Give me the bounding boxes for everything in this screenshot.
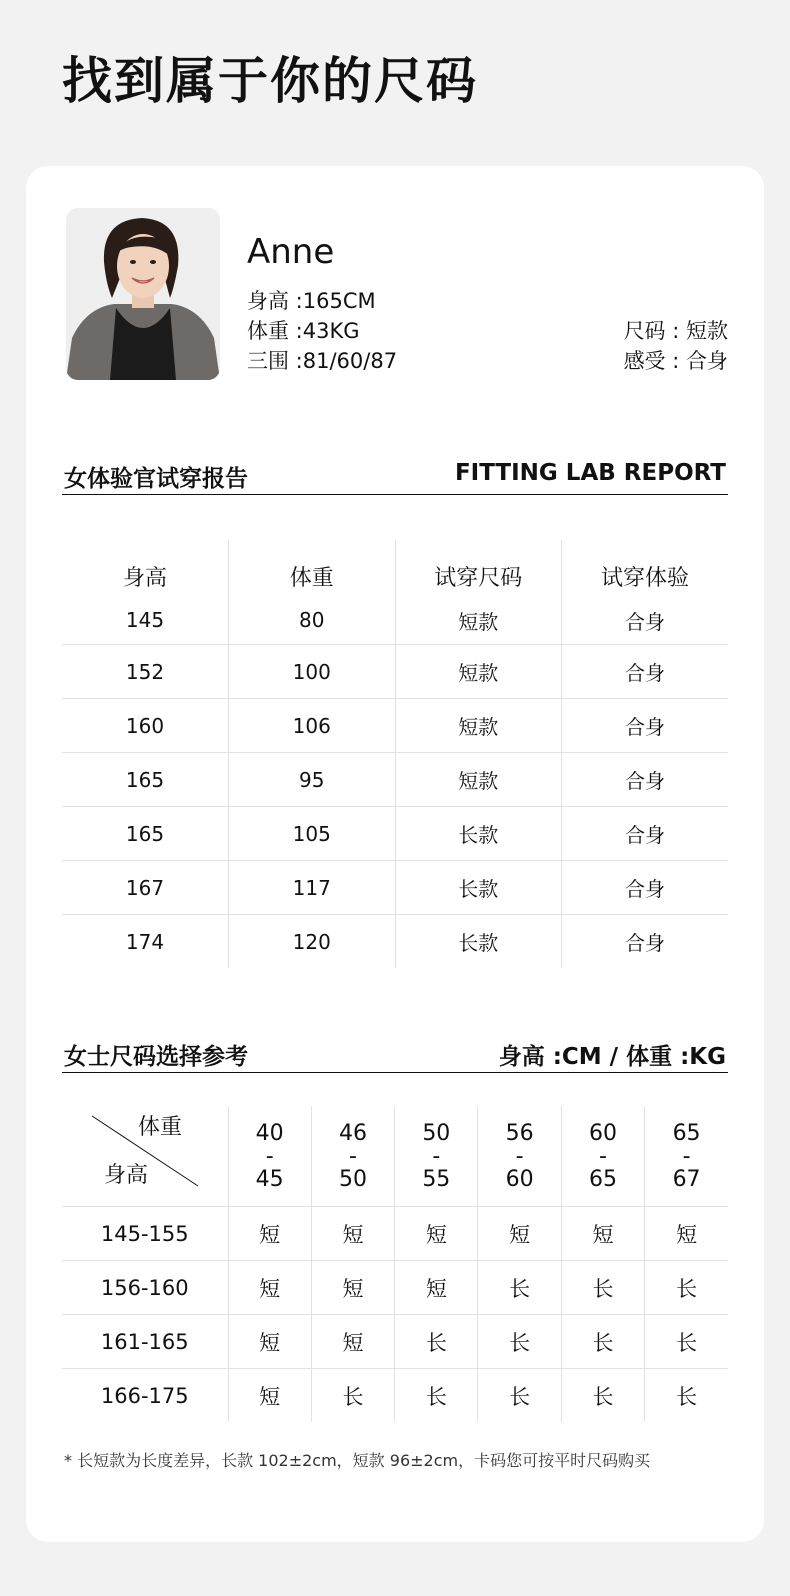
cell: 短 [395,1261,478,1315]
cell: 长 [645,1369,728,1423]
cell: 100 [229,645,396,699]
cell: 短 [478,1207,561,1261]
cell: 105 [229,807,396,861]
cell: 152 [62,645,229,699]
weight-range: 65 - 67 [645,1106,728,1207]
cell: 160 [62,699,229,753]
size-card [26,166,764,1542]
cell: 短款 [395,753,562,807]
cell: 合身 [562,807,729,861]
cell: 长款 [395,861,562,915]
col-weight: 体重 [229,540,396,596]
cell: 短 [561,1207,644,1261]
cell: 短 [645,1207,728,1261]
cell: 长 [561,1261,644,1315]
cell: 合身 [562,596,729,645]
model-stats [247,286,397,376]
cell: 长款 [395,915,562,969]
cell: 长 [478,1369,561,1423]
weight-range: 50 - 55 [395,1106,478,1207]
cell: 145 [125,608,165,632]
cell: 95 [229,753,396,807]
col-height: 身高 [122,566,167,591]
height-range: 145-155 [62,1207,228,1261]
cell: 长 [311,1369,394,1423]
weight-range: 60 - 65 [561,1106,644,1207]
cell: 合身 [562,753,729,807]
cell: 长款 [395,807,562,861]
cell: 长 [478,1315,561,1369]
avatar [66,208,220,380]
table-row [62,807,728,861]
cell: 合身 [562,861,729,915]
size-ref-title: 女士尺码选择参考 [64,1044,248,1070]
table-row [62,645,728,699]
size-ref-units: 身高 :CM / 体重 :KG [498,1044,726,1070]
cell: 长 [561,1315,644,1369]
cell: 106 [229,699,396,753]
cell: 165 [62,807,229,861]
cell: 120 [229,915,396,969]
size-reference-table [62,1106,728,1422]
table-row [62,1315,728,1369]
cell: 短 [228,1369,311,1423]
cell: 短 [228,1315,311,1369]
table-row [62,1369,728,1423]
table-row [62,1207,728,1261]
cell: 165 [62,753,229,807]
table-row [62,753,728,807]
footnote: * 长短款为长度差异，长款 102±2cm，短款 96±2cm，卡码您可按平时尺码购买 [64,1451,651,1470]
model-fit [624,316,728,376]
table-row [62,699,728,753]
model-measurements: 三围 :81/60/87 [247,349,398,373]
cell: 合身 [562,699,729,753]
fitting-report-table [62,540,728,968]
cell: 合身 [562,645,729,699]
cell: 长 [645,1261,728,1315]
model-photo [66,208,220,380]
size-ref-header [62,1032,728,1073]
weight-range: 56 - 60 [478,1106,561,1207]
table-row [62,596,728,645]
cell: 长 [645,1315,728,1369]
table-row [62,861,728,915]
cell: 短 [228,1261,311,1315]
weight-range: 40 - 45 [228,1106,311,1207]
cell: 短 [395,1207,478,1261]
corner-cell [62,1106,228,1207]
model-name: Anne [247,232,335,272]
cell: 合身 [562,915,729,969]
cell: 174 [62,915,229,969]
col-fit: 试穿体验 [562,540,729,596]
cell: 80 [229,596,396,645]
report-title: 女体验官试穿报告 [64,466,248,492]
cell: 117 [229,861,396,915]
page-title: 找到属于你的尺码 [62,52,478,110]
height-range: 161-165 [62,1315,228,1369]
model-size: 尺码 : 短款 [623,319,728,343]
model-weight: 体重 :43KG [247,319,360,343]
cell: 短款 [395,596,562,645]
weight-range: 46 - 50 [311,1106,394,1207]
height-range: 166-175 [62,1369,228,1423]
corner-height: 身高 [104,1163,149,1188]
cell: 短款 [395,645,562,699]
report-title-en: FITTING LAB REPORT [454,460,726,486]
cell: 短 [311,1261,394,1315]
cell: 短 [311,1315,394,1369]
table-row [62,1261,728,1315]
corner-weight: 体重 [138,1115,183,1140]
model-height: 身高 :165CM [247,289,376,313]
cell: 短款 [395,699,562,753]
table-row [62,915,728,969]
height-range: 156-160 [62,1261,228,1315]
report-header [62,454,728,495]
cell: 长 [478,1261,561,1315]
cell: 167 [62,861,229,915]
cell: 长 [561,1369,644,1423]
cell: 短 [228,1207,311,1261]
col-size: 试穿尺码 [395,540,562,596]
cell: 长 [395,1369,478,1423]
header-row [62,1106,728,1207]
cell: 长 [395,1315,478,1369]
cell: 短 [311,1207,394,1261]
model-feeling: 感受 : 合身 [623,349,728,373]
